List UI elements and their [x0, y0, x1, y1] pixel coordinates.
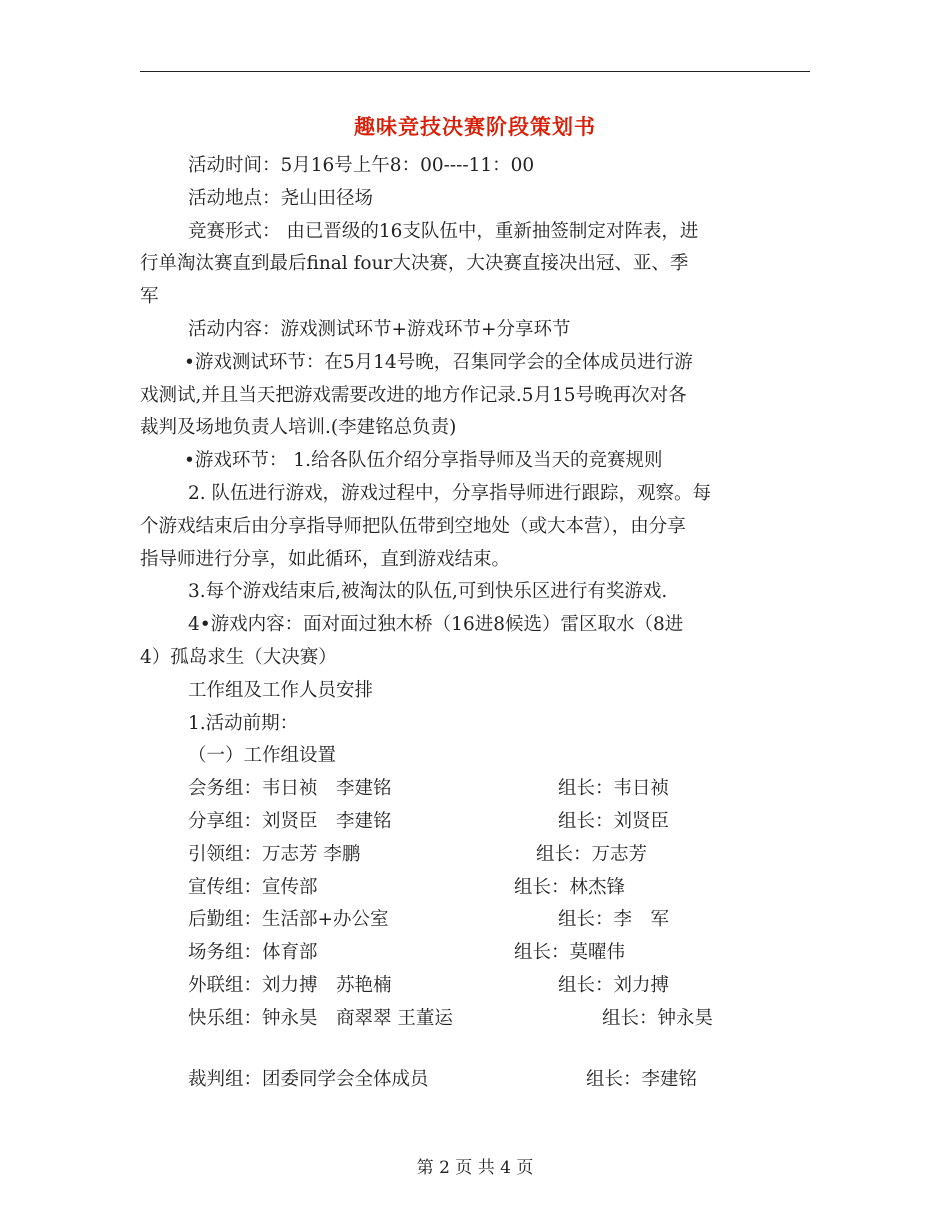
step3: 3.每个游戏结束后,被淘汰的队伍,可到快乐区进行有奖游戏. [188, 581, 668, 603]
page-footer: 第 2 页 共 4 页 [416, 1158, 534, 1178]
pre-activity-heading: 1.活动前期： [188, 712, 299, 734]
group-name: 会务组：韦日祯 李建铭 [188, 778, 392, 800]
group-leader: 组长：刘贤臣 [558, 810, 670, 832]
group-leader: 组长：刘力搏 [558, 974, 670, 996]
competition-format-line3: 军 [140, 286, 159, 308]
step2-line3: 指导师进行分享，如此循环，直到游戏结束。 [140, 548, 511, 570]
group-setup-heading: （一）工作组设置 [188, 745, 337, 767]
activity-content: 活动内容：游戏测试环节+游戏环节+分享环节 [188, 318, 571, 340]
group-row [140, 806, 810, 839]
group-row [140, 1003, 810, 1036]
game-section: •游戏环节： 1.给各队伍介绍分享指导师及当天的竞赛规则 [184, 450, 663, 472]
game-test-line3: 裁判及场地负责人培训.(李建铭总负责) [140, 417, 457, 439]
judges-name: 裁判组：团委同学会全体成员 [188, 1068, 429, 1090]
group-leader: 组长：钟永昊 [602, 1007, 714, 1029]
competition-format-line1: 竞赛形式： 由已晋级的16支队伍中，重新抽签制定对阵表，进 [188, 220, 699, 242]
group-leader: 组长：林杰锋 [514, 876, 626, 898]
group-leader: 组长：李 军 [558, 909, 670, 931]
group-row [140, 904, 810, 937]
group-name: 分享组：刘贤臣 李建铭 [188, 810, 392, 832]
step4-line1: 4•游戏内容：面对面过独木桥（16进8候选）雷区取水（8进 [188, 614, 684, 636]
judges-leader: 组长：李建铭 [586, 1068, 698, 1090]
group-name: 宣传组：宣传部 [188, 876, 318, 898]
group-name: 快乐组：钟永昊 商翠翠 王董运 [188, 1007, 453, 1029]
group-leader: 组长：万志芳 [536, 843, 648, 865]
activity-place: 活动地点：尧山田径场 [188, 187, 374, 209]
game-test-line1: •游戏测试环节：在5月14号晚，召集同学会的全体成员进行游 [184, 351, 693, 373]
group-leader: 组长：韦日祯 [558, 778, 670, 800]
group-row [140, 773, 810, 806]
step4-line2: 4）孤岛求生（大决赛） [140, 646, 337, 668]
step2-line2: 个游戏结束后由分享指导师把队伍带到空地处（或大本营），由分享 [140, 515, 686, 537]
competition-format-line2: 行单淘汰赛直到最后final four大决赛，大决赛直接决出冠、亚、季 [140, 253, 689, 275]
header-rule [140, 71, 810, 72]
group-name: 外联组：刘力搏 苏艳楠 [188, 974, 392, 996]
group-name: 场务组：体育部 [188, 942, 318, 964]
group-name: 后勤组：生活部+办公室 [188, 909, 389, 931]
group-row [140, 970, 810, 1003]
group-row [140, 839, 810, 872]
step2-line1: 2. 队伍进行游戏，游戏过程中，分享指导师进行跟踪，观察。每 [188, 482, 712, 504]
document-body [140, 150, 810, 1096]
group-row [140, 872, 810, 905]
group-leader: 组长：莫曜伟 [514, 942, 626, 964]
activity-time: 活动时间：5月16号上午8：00----11：00 [188, 155, 535, 176]
group-name: 引领组：万志芳 李鹏 [188, 843, 361, 865]
game-test-line2: 戏测试,并且当天把游戏需要改进的地方作记录.5月15号晚再次对各 [140, 384, 687, 406]
staff-heading: 工作组及工作人员安排 [188, 679, 374, 701]
spacer [140, 1036, 810, 1064]
judges-row [140, 1064, 810, 1097]
document-title: 趣味竞技决赛阶段策划书 [354, 114, 596, 139]
group-row [140, 937, 810, 970]
